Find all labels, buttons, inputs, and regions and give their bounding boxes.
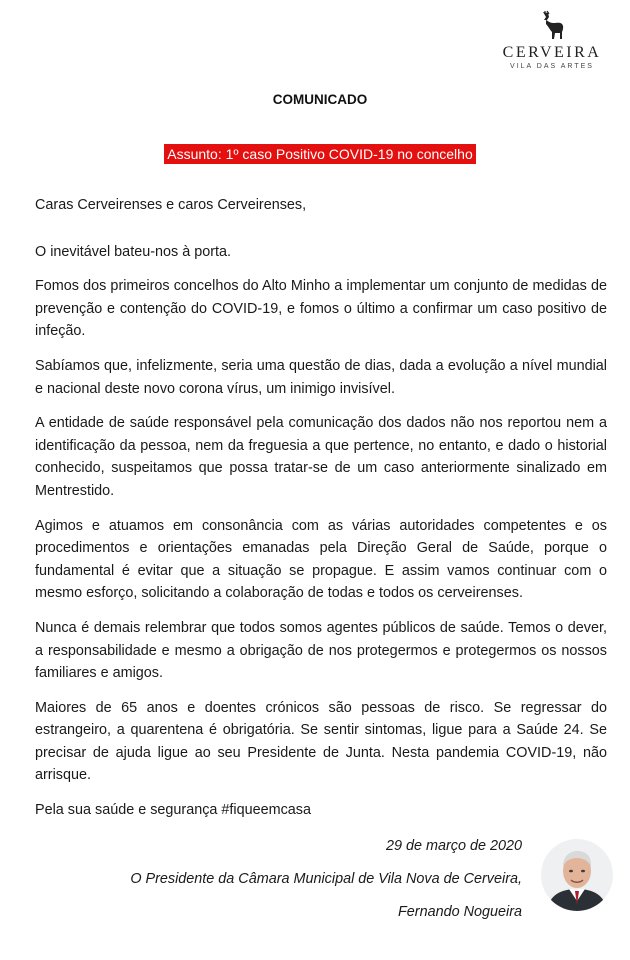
greeting: Caras Cerveirenses e caros Cerveirenses,: [35, 197, 307, 213]
signature-name: Fernando Nogueira: [398, 904, 522, 920]
cerveira-logo: [502, 8, 602, 70]
paragraph-2: Fomos dos primeiros concelhos do Alto Minho a implementar um conjunto de medidas de prevenção e contenção do COVID-19, e fomos o último a confirmar um caso positivo de infeção.: [35, 278, 607, 340]
paragraph-5: Agimos e atuamos em consonância com as várias autoridades competentes e os procedimentos e orientações emanadas pela Direção Geral de Saúde, porque o fundamental é evitar que a situação se propague. E assim vamos continuar com o mesmo esforço, solicitando a colaboração de todas e todos os cerveirenses.: [35, 517, 607, 602]
deer-icon: [535, 8, 569, 42]
letter-body: [35, 194, 607, 834]
logo-name: CERVEIRA: [502, 44, 602, 61]
paragraph-7: Maiores de 65 anos e doentes crónicos são pessoas de risco. Se regressar do estrangeiro, a quarentena é obrigatória. Se sentir sintomas, ligue para a Saúde 24. Se precisar de ajuda ligue ao seu Presidente de Junta. Nesta pandemia COVID-19, não arrisque.: [35, 699, 607, 784]
paragraph-1: O inevitável bateu-nos à porta.: [35, 243, 231, 260]
paragraph-3: Sabíamos que, infelizmente, seria uma questão de dias, dada a evolução a nível mundial e nacional deste novo corona vírus, um inimigo invisível.: [35, 357, 607, 397]
president-portrait: [541, 839, 613, 911]
portrait-image: [541, 839, 613, 911]
logo-subtitle: VILA DAS ARTES: [510, 63, 594, 70]
signature-role: O Presidente da Câmara Municipal de Vila Nova de Cerveira,: [130, 871, 522, 887]
paragraph-8: Pela sua saúde e segurança #fiqueemcasa: [35, 802, 312, 819]
paragraph-6: Nunca é demais relembrar que todos somos agentes públicos de saúde. Temos o dever, a responsabilidade e mesmo a obrigação de nos protegermos e protegermos os nossos familiares e amigos.: [35, 619, 607, 682]
subject-highlight: Assunto: 1º caso Positivo COVID-19 no concelho: [164, 144, 476, 164]
document-title: COMUNICADO: [272, 92, 368, 107]
signature-date: 29 de março de 2020: [385, 838, 522, 854]
subject-line: [0, 144, 630, 164]
paragraph-4: A entidade de saúde responsável pela comunicação dos dados não nos reportou nem a identificação da pessoa, nem da freguesia a que pertence, no entanto, e dado o historial conhecido, suspeitamos que possa tratar-se de um caso anteriormente sinalizado em Mentrestido.: [35, 415, 607, 499]
